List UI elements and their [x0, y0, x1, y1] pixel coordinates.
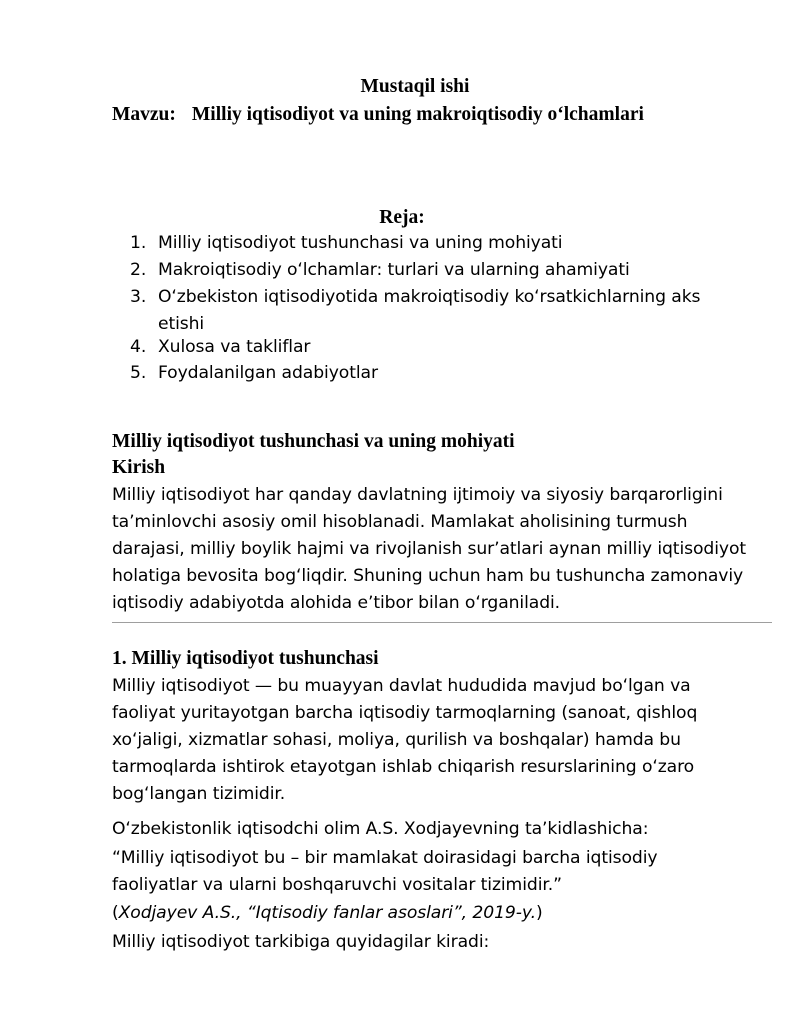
- intro-paragraph-line: darajasi, milliy boylik hajmi va rivojlanish surʼatlari aynan milliy iqtisodiyot: [112, 539, 746, 559]
- section-divider: [112, 622, 772, 623]
- quote-line: faoliyatlar va ularni boshqaruvchi vositalar tizimidir.”: [112, 875, 562, 895]
- citation: [112, 900, 543, 927]
- subject-label: Mavzu:: [112, 104, 176, 125]
- document-title: Mustaqil ishi: [360, 76, 470, 97]
- definition-paragraph-line: xoʻjaligi, xizmatlar sohasi, moliya, qurilish va boshqalar) hamda bu: [112, 730, 681, 750]
- intro-paragraph-line: holatiga bevosita bogʻliqdir. Shuning uchun ham bu tushuncha zamonaviy: [112, 566, 744, 586]
- plan-item-number: 4.: [130, 337, 147, 357]
- citation-author: Xodjayev A.S.,: [118, 903, 247, 923]
- plan-item-text-continuation: etishi: [158, 314, 205, 334]
- definition-paragraph-line: faoliyat yuritayotgan barcha iqtisodiy tarmoqlarning (sanoat, qishloq: [112, 703, 698, 723]
- citation-close-paren: ): [535, 903, 543, 923]
- plan-item-text: Makroiqtisodiy oʻlchamlar: turlari va ularning ahamiyati: [158, 260, 630, 280]
- intro-heading: Kirish: [112, 457, 166, 478]
- citation-book: “Iqtisodiy fanlar asoslari”: [246, 903, 462, 923]
- definition-paragraph-line: bogʻlangan tizimidir.: [112, 784, 286, 804]
- plan-item: [130, 230, 563, 257]
- definition-paragraph-line: Milliy iqtisodiyot — bu muayyan davlat hududida mavjud boʻlgan va: [112, 676, 691, 696]
- plan-item-number: 1.: [130, 233, 147, 253]
- plan-item-text: Milliy iqtisodiyot tushunchasi va uning mohiyati: [158, 233, 563, 253]
- plan-heading: Reja:: [379, 207, 425, 228]
- plan-item: [130, 284, 700, 338]
- components-intro: Milliy iqtisodiyot tarkibiga quyidagilar kiradi:: [112, 932, 490, 952]
- quote-line: “Milliy iqtisodiyot bu – bir mamlakat doirasidagi barcha iqtisodiy: [112, 848, 658, 868]
- plan-item: [130, 257, 630, 284]
- plan-item-number: 2.: [130, 260, 147, 280]
- citation-year: , 2019-y.: [461, 903, 536, 923]
- plan-item: [130, 334, 310, 361]
- section-heading: Milliy iqtisodiyot tushunchasi va uning mohiyati: [112, 431, 515, 452]
- subsection-heading: 1. Milliy iqtisodiyot tushunchasi: [112, 648, 379, 669]
- plan-item-number: 5.: [130, 363, 147, 383]
- plan-item-text: Xulosa va takliflar: [158, 337, 311, 357]
- plan-item: [130, 360, 378, 387]
- intro-paragraph-line: iqtisodiy adabiyotda alohida eʼtibor bilan oʻrganiladi.: [112, 593, 561, 613]
- plan-item-number: 3.: [130, 287, 147, 307]
- citation-open-paren: (: [112, 903, 119, 923]
- intro-paragraph-line: taʼminlovchi asosiy omil hisoblanadi. Mamlakat aholisining turmush: [112, 512, 688, 532]
- plan-item-text: Foydalanilgan adabiyotlar: [158, 363, 378, 383]
- scholar-intro: Oʻzbekistonlik iqtisodchi olim A.S. Xodjayevning taʼkidlashicha:: [112, 819, 649, 839]
- definition-paragraph-line: tarmoqlarda ishtirok etayotgan ishlab chiqarish resurslarining oʻzaro: [112, 757, 695, 777]
- subject-line: [112, 101, 644, 128]
- plan-item-text: Oʻzbekiston iqtisodiyotida makroiqtisodiy koʻrsatkichlarning aks: [158, 287, 701, 307]
- subject-text: Milliy iqtisodiyot va uning makroiqtisodiy oʻlchamlari: [191, 104, 644, 125]
- intro-paragraph-line: Milliy iqtisodiyot har qanday davlatning ijtimoiy va siyosiy barqarorligini: [112, 485, 723, 505]
